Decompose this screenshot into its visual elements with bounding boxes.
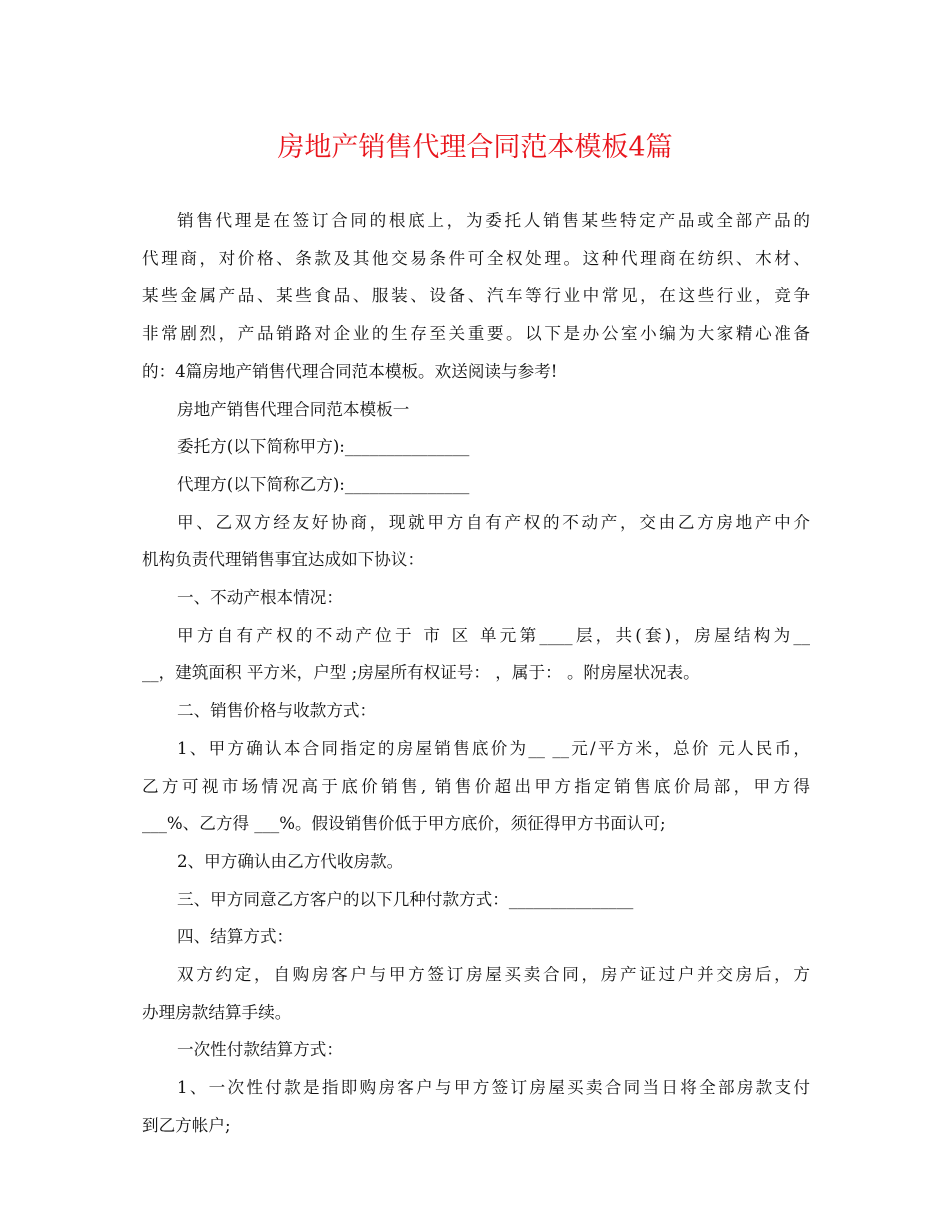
principal-field: 委托方(以下简称甲方):_______________ <box>177 437 470 457</box>
section2-item1-line: 1、甲方确认本合同指定的房屋销售底价为__ __元/平方米，总价 元人民币， <box>177 738 810 758</box>
agent-field: 代理方(以下简称乙方):_______________ <box>177 474 470 494</box>
lump-sum-item1-line: 到乙方帐户; <box>142 1115 231 1135</box>
lump-sum-item1-line: 1、一次性付款是指即购房客户与甲方签订房屋买卖合同当日将全部房款支付 <box>177 1078 810 1098</box>
lump-sum-item1 <box>142 1069 810 1144</box>
intro-line: 的：4篇房地产销售代理合同范本模板。欢送阅读与参考! <box>142 361 558 381</box>
agreement-paragraph <box>142 504 810 579</box>
intro-paragraph <box>142 202 810 391</box>
section2-item1 <box>142 730 810 843</box>
section3: 三、甲方同意乙方客户的以下几种付款方式：_______________ <box>177 889 634 909</box>
section1-heading: 一、不动产根本情况： <box>177 588 343 608</box>
section4-line: 双方约定，自购房客户与甲方签订房屋买卖合同，房产证过户并交房后，方 <box>177 965 810 985</box>
document-body <box>142 202 810 1145</box>
section4-paragraph <box>142 956 810 1031</box>
section1-line: __，建筑面积 平方米，户型 ;房屋所有权证号： ，属于： 。附房屋状况表。 <box>142 663 700 683</box>
section4-line: 办理房款结算手续。 <box>142 1002 292 1022</box>
intro-line: 代理商，对价格、条款及其他交易条件可全权处理。这种代理商在纺织、木材、 <box>142 248 810 268</box>
template-heading: 房地产销售代理合同范本模板一 <box>177 399 410 419</box>
section1-paragraph <box>142 617 810 692</box>
section1-line: 甲方自有产权的不动产位于 市 区 单元第____层，共(套)，房屋结构为__ <box>177 625 810 645</box>
intro-line: 非常剧烈，产品销路对企业的生存至关重要。以下是办公室小编为大家精心准备 <box>142 324 810 344</box>
section2-heading: 二、销售价格与收款方式： <box>177 701 377 721</box>
section2-item1-line: ___%、乙方得 ___%。假设销售价低于甲方底价，须征得甲方书面认可; <box>142 814 666 834</box>
intro-line: 某些金属产品、某些食品、服装、设备、汽车等行业中常见，在这些行业，竞争 <box>142 286 810 306</box>
section4-heading: 四、结算方式： <box>177 927 294 947</box>
section2-item2: 2、甲方确认由乙方代收房款。 <box>177 851 404 871</box>
lump-sum-heading: 一次性付款结算方式： <box>177 1040 343 1060</box>
intro-line: 销售代理是在签订合同的根底上，为委托人销售某些特定产品或全部产品的 <box>177 211 810 230</box>
document-title: 房地产销售代理合同范本模板4篇 <box>277 132 673 163</box>
agreement-line: 机构负责代理销售事宜达成如下协议： <box>142 550 425 570</box>
agreement-line: 甲、乙双方经友好协商，现就甲方自有产权的不动产，交由乙方房地产中介 <box>177 512 810 532</box>
section2-item1-line: 乙方可视市场情况高于底价销售, 销售价超出甲方指定销售底价局部，甲方得 <box>142 776 810 796</box>
